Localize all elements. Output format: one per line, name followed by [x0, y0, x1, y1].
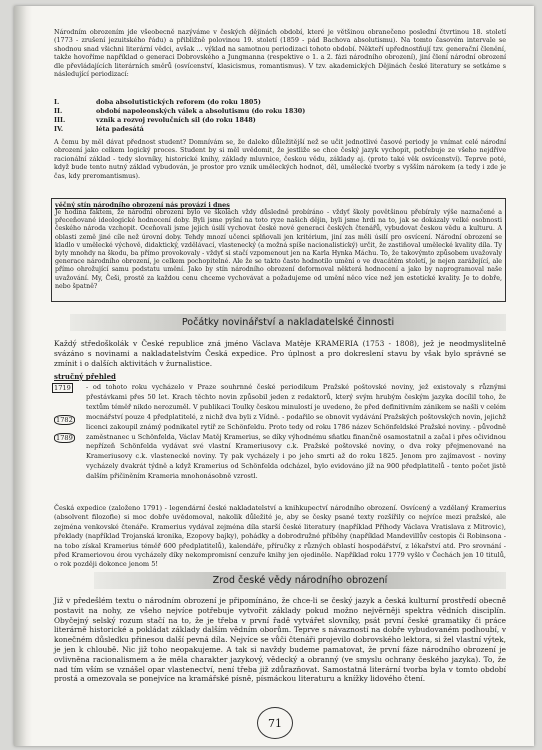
note-box-title: věčný stín národního obrození nás provází i dnes [55, 201, 230, 209]
note-box-text: Je hodina faktem, že národní obrození bylo ve školách vždy důsledně probíráno - vždyť školy povětšinou přebíraly výše naznačené a přeceňované ideologické hodnocení doby. Byli jsme pyšní na toto ryze našich dějin, byli jsme hrdi na to, jak se dokázaly velké osobnosti českého národa vzchopit. Oceňovali jsme jejich úsilí vychovat české nové generaci českých čtenářů, vybudovat českou vědu a kulturu. A oblasti země jiné cíle než úrovní doby. Tehdy mnozí učenci splňovali jen kritérium, jiní zas měli úsilí pro osvícení. Národní obrození se kladlo v umělecké výchově, didaktický, vzdělávací, vlastenecký (a možná spíše nacionalistický) určit, že zastiňoval umělecké kvality díla. Ty byly mnohdy na škodu, ba přímo provokovaly - vždyť si stačí vzpomenout jen na Karla Hynka Máchu. To, že takovýmto způsobem uvažovaly generace národního obrození, je celkem pochopitelné. Ale že se takto často hodnotilo umění o ve dvacátém století, je nejen zarážející, ale přímo ohrožující samu podstatu umění. Jako by stín národního obrození deformoval některá hodnocení a jako by naprogramoval naše uvažování. My, Češi, prostě za každou cenu chceme vychovávat a požadujeme od umění něco více než jen estetické kvality. Je to dobře, nebo špatně? [55, 209, 502, 290]
period-item: IV. léta padesátá [54, 125, 144, 133]
newspaper-history: - od tohoto roku vycházelo v Praze souhrnné české periodikum Pražské poštovské noviny, jež existovaly s různými přestávkami přes 50 let. Krach těchto novin způsobil jeden z redaktorů, který svým hrubým českým jazyka docílil toho, že textům téměř nikdo nerozuměl. V publikaci Toulky českou minulostí je uvedeno, že před definitivním zánikem se našli v celém mocnářství pouze 4 předplatitelé, z nichž dva byli z Vídně. - podařilo se obnovit vydávání Pražských poštovských novin, jejichž licenci zakoupil známý podnikatel rytíř ze Schönfeldu. Proto tedy od roku 1786 název Schönfeldské Pražské noviny. - původně zaměstnanec u Schönfelda, Václav Matěj Kramerius, se díky výhodnému sňatku finančně osamostatnil a začal i přes očividnou nepřízeň Schönfelda vydávat své vlastní Krameriusovy c.k. Pražské poštovské noviny, o dva roky přejmenované na Krameriusovy c.k. vlastenecké noviny. Ty pak vycházely i po jeho smrti až do roku 1825. Jenom pro zajímavost - noviny vycházely dvakrát týdně a když Kramerius od Schönfelda odcházel, bylo evidováno jíž na 900 předplatitelů - tento počet jistě dalším přičiněním Krameria mnohonásobně vzrostl. [86, 383, 506, 481]
note-box [51, 198, 506, 302]
section-heading: Zrod české vědy národního obrození [94, 572, 506, 589]
period-item: III. vznik a rozvoj revolučních sil (do roku 1848) [54, 116, 256, 124]
period-item: I. doba absolutistických reforem (do roku 1805) [54, 98, 261, 106]
year-marker: 1719 [54, 384, 71, 392]
period-item: II. období napoleonských válek a absolutismu (do roku 1830) [54, 107, 306, 115]
year-marker: 1789 [56, 434, 73, 442]
ceska-expedice-paragraph: Česká expedice (založeno 1791) - legendární české nakladatelství a knihkupectví národního obrození. Osvícený a vzdělaný Kramerius (absolvent filozofie) si moc dobře uvědomoval, nakolik důležité je, aby se česky psané texty rozšířily co nejvíce mezi pražské, ale zejména venkovské čtenáře. Kramerius vydával zejména díla starší české literatury (například Příhody Václava Vratislava z Mitrovic), překlady (například Trojanská kronika, Ezopovy bajky), pohádky a dobrodružné příběhy (například Mandevillův cestopis či Robinsona - na tobo získal Kramerius téměř 600 předplatitelů), kalendáře, příručky z různých oblastí hospodářství, z lékařství atd. Pro srovnání - před Krameriovou érou vycházely díky nekompromisní cenzuře knihy jen ojediněle. Například roku 1779 vyšlo v Čechách jen 10 titulů, o rok později dokonce jenom 5! [54, 504, 506, 569]
section-heading: Počátky novinářství a nakladatelské činnosti [70, 314, 506, 331]
scanned-page [14, 6, 534, 746]
question-paragraph: A čemu by měl dávat přednost student? Domnívám se, že daleko důležitější než se učit jednotlivé časové periody je vnímat celé národní obrození jako celkem logický proces. Student by si měl uvědomit, že jestliže se chce český jazyk vychopit, potřebuje ze všeho nejdříve racionální základ - tedy slovníky, historické knihy, základy mluvnice, českou vědu, základy aj. (proto také věk osvícenství). Teprve poté, když bude tento nutný základ vybudován, je prostor pro vznik uměleckých hodnot, děl, umělecké tvorby s vyšším nárokem (a tedy i zde je čas, kdy preromantismus). [54, 138, 506, 180]
subsection-title: stručný přehled [54, 372, 116, 381]
page-number: 71 [257, 707, 293, 739]
intro-paragraph: Národním obrozením jde všeobecně nazýváme v českých dějinách období, které je většinou obranečeno poslední čtvrtinou 18. století (1773 - zrušení jezuitského řádu) a přibližně polovinou 19. století (1859 - pád Bachova absolutismu). Na tomto časovém intervale se shodnou snad všichni literární vědci, avšak ... výklad na samotnou periodizaci tohoto období. Někteří upřednostňují tzv. generační členění, takže hovoříme například o generaci Dobrovského a Jungmanna (respektive o 1. a 2. fázi národního obrození), jiní člení národní obrození dle převládajících literárních směrů (osvícenství, klasicismus, romantismus). V tzv. akademických Dějinách české literatury se setkáme s následující periodizací: [54, 28, 506, 79]
kramerius-intro: Každý středoškolák v České republice zná jméno Václava Matěje KRAMERIA (1753 - 1808), jež je neodmyslitelně svázáno s novinami a nakladatelstvím Česká expedice. Pro úplnost a pro dokreslení stavu by však bylo správné se zmínit i o dalších aktivitách v žurnalistice. [54, 339, 506, 369]
year-marker: 1782 [56, 416, 73, 424]
page-binding-shadow [14, 6, 32, 746]
science-paragraph: Již v předešlém textu o národním obrození je připomínáno, že chce-li se český jazyk a česká kulturní prostředí obecně postavit na nohy, ze všeho nejvíce potřebuje vytvořit základy pokud možno nejvěrněji spektra vědních disciplín. Obyčejný selský rozum stačí na to, že je třeba v první řadě vytvářet slovníky, psát první české gramatiky či práce literárně historické a pokládat základy dalším vědním oborům. Teprve s návazností na dobře vybudovaném podhoubí, v konečném důsledku přinesou další pevná díla. Nejvíce se vůči čtenáři projevilo dobrovského lektora, si žel vlastní výtek, je jen k chloubě. Nic již toho neopakujeme. A tak si navždy budeme pamatovat, že první fáze národního obrození je ovlivněna racionalismem a že měla charakter jazykový, vědecký a obranný (ve smyslu ochrany českého jazyka). To, že nad tím vším se vznášel opar vlastenectví, není třeba již zdůrazňovat. Samostatná literární tvorba byla v tomto období prostá a omezovala se ponejvíce na kramářské písně, písmáckou literaturu a knížky lidového čtení. [54, 596, 506, 684]
